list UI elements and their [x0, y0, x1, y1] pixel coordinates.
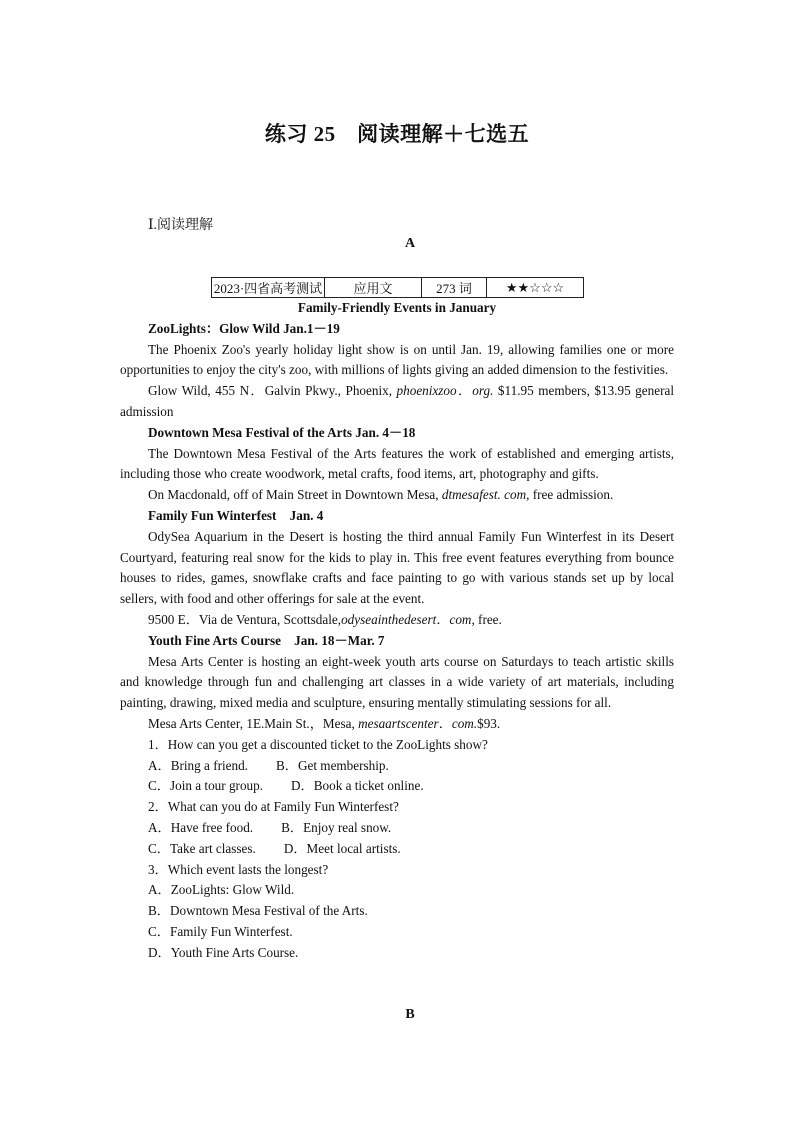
difficulty-stars: ★★☆☆☆	[487, 278, 584, 298]
option-row	[120, 776, 674, 797]
event-website: phoenixzoo．org.	[396, 383, 494, 399]
option-b: B．Get membership.	[275, 757, 389, 773]
event-description: The Phoenix Zoo's yearly holiday light show is on until Jan. 19, allowing families one or more opportunities to enjoy the city's zoo, with millions of lights giving an added dimension to the festivities.	[120, 341, 674, 378]
genre-cell: 应用文	[325, 278, 422, 298]
question-stem: 2．What can you do at Family Fun Winterfest?	[148, 799, 399, 815]
option-a: A．Bring a friend.	[148, 757, 248, 773]
option-b: B．Enjoy real snow.	[281, 819, 392, 835]
option-row	[120, 756, 674, 777]
article-title: Family-Friendly Events in January	[297, 300, 497, 315]
event-website: dtmesafest. com,	[441, 487, 530, 503]
event-heading: Family Fun Winterfest Jan. 4	[148, 507, 324, 523]
event-heading: Youth Fine Arts Course Jan. 18－Mar. 7	[148, 632, 385, 648]
option-c: C．Take art classes.	[148, 840, 256, 856]
question-stem: 3．Which event lasts the longest?	[148, 861, 329, 877]
event-details	[120, 714, 674, 735]
option-d: D．Book a ticket online.	[291, 778, 424, 794]
event-description: The Downtown Mesa Festival of the Arts features the work of established and emerging artists, including those who create woodwork, metal crafts, food items, art, photography and gifts.	[120, 445, 674, 482]
event-website: mesaartscenter．com.	[358, 715, 478, 731]
event-price: $93.	[477, 715, 501, 731]
option-d: D．Youth Fine Arts Course.	[148, 944, 299, 960]
option-row	[120, 839, 674, 860]
event-address: 9500 E．Via de Ventura, Scottsdale,	[148, 611, 342, 627]
event-address: Mesa Arts Center, 1E.Main St.，Mesa,	[148, 715, 355, 731]
event-details	[120, 485, 674, 506]
option-c: C．Family Fun Winterfest.	[148, 923, 293, 939]
event-heading: ZooLights：Glow Wild Jan.1－19	[148, 320, 340, 336]
event-description: Mesa Arts Center is hosting an eight-week youth arts course on Saturdays to teach artistic skills and knowledge through fun and challenging art classes in a wide variety of art materials, including painting, drawing, mixed media and sculpture, ensuring mentally stimulating sessions for all.	[120, 653, 674, 711]
passage-a-label: A	[404, 236, 416, 251]
event-price: free admission.	[532, 487, 614, 503]
passage-info-table	[211, 277, 584, 298]
event-details	[120, 381, 674, 423]
option-row	[120, 818, 674, 839]
event-price: free.	[478, 611, 502, 627]
question-stem: 1．How can you get a discounted ticket to the ZooLights show?	[148, 736, 488, 752]
option-a: A．ZooLights: Glow Wild.	[148, 882, 295, 898]
passage-b-label: B	[405, 1007, 415, 1022]
event-details	[120, 610, 674, 631]
event-description: OdySea Aquarium in the Desert is hosting the third annual Family Fun Winterfest in its Desert Courtyard, featuring real snow for the kids to play in. This free event features everything from bounce houses to rides, games, snowflake crafts and face painting to go with various stands set up by local sellers, with food and other offerings for sale at the event.	[120, 528, 674, 607]
document-title: 练习 25 阅读理解＋七选五	[264, 122, 530, 146]
option-c: C．Join a tour group.	[148, 778, 264, 794]
event-address: On Macdonald, off of Main Street in Downtown Mesa,	[148, 487, 439, 503]
word-count-cell: 273 词	[422, 278, 487, 298]
event-website: odyseainthedesert．com,	[341, 611, 475, 627]
option-a: A．Have free food.	[148, 819, 254, 835]
source-cell: 2023·四省高考测试	[212, 278, 325, 298]
section-label: Ⅰ.阅读理解	[148, 218, 214, 233]
option-d: D．Meet local artists.	[283, 840, 401, 856]
event-address: Glow Wild, 455 N．Galvin Pkwy., Phoenix,	[148, 383, 393, 399]
passage-content	[120, 298, 674, 964]
option-b: B．Downtown Mesa Festival of the Arts.	[148, 903, 368, 919]
event-price: $11.95 members, $13.95 general admission	[120, 383, 674, 419]
event-heading: Downtown Mesa Festival of the Arts Jan. 4－18	[148, 424, 416, 440]
